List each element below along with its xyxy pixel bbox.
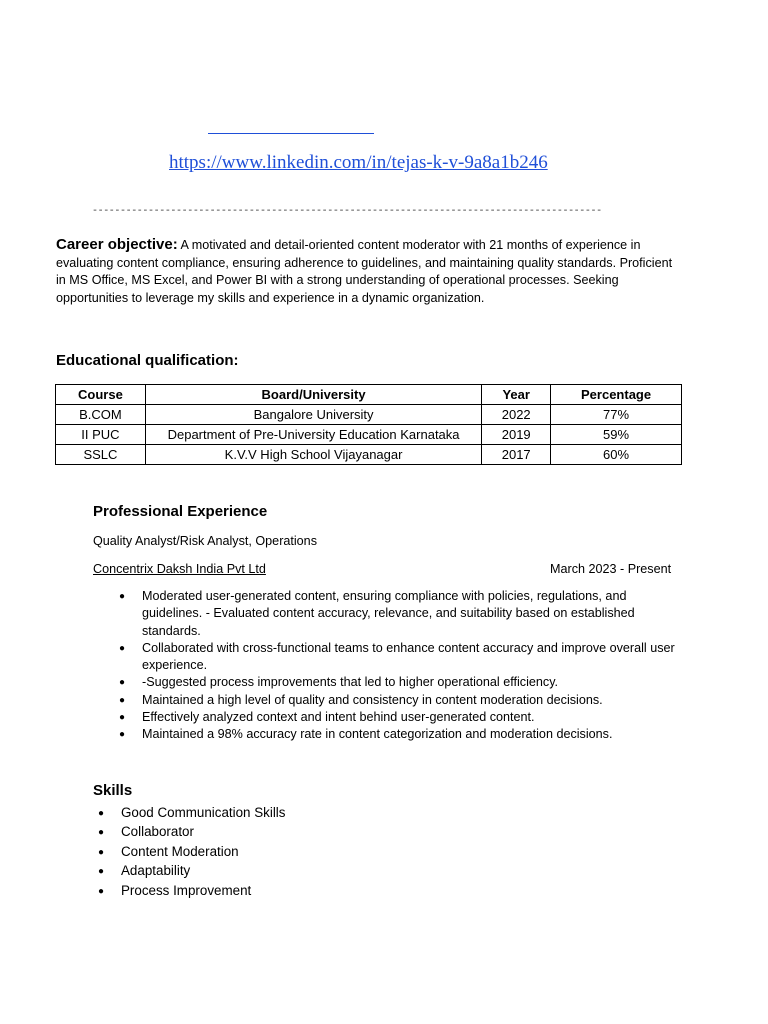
list-item: ● Moderated user-generated content, ensuring compliance with policies, regulations, and guidelines. - Evaluated content accuracy, relevance, and suitability based on established standards.	[93, 588, 683, 640]
section-separator: -------------------------------------------------------------------------------------------	[92, 206, 602, 217]
career-objective	[56, 236, 676, 307]
linkedin-link[interactable]: https://www.linkedin.com/in/tejas-k-v-9a8a1b246	[169, 152, 548, 173]
board-cell: Department of Pre-University Education Karnataka	[145, 425, 481, 445]
career-objective-heading: Career objective:	[56, 236, 178, 253]
company-name: Concentrix Daksh India Pvt Ltd	[93, 562, 266, 576]
list-item: ● Maintained a high level of quality and consistency in content moderation decisions.	[93, 692, 683, 709]
column-header: Year	[482, 385, 551, 405]
list-item: ● Adaptability	[93, 861, 285, 880]
course-cell: B.COM	[56, 405, 146, 425]
skills-heading: Skills	[93, 782, 133, 799]
course-cell: II PUC	[56, 425, 146, 445]
career-objective-text: A motivated and detail-oriented content moderator with 21 months of experience in evaluating content compliance, ensuring adherence to guidelines, and maintaining quality standards. Proficient in MS Office, MS Excel, and Power BI with a strong understanding of operational processes. Seeking opportunities to leverage my skills and experience in a dynamic organization.	[56, 238, 673, 305]
board-cell: K.V.V High School Vijayanagar	[145, 445, 481, 465]
board-cell: Bangalore University	[145, 405, 481, 425]
course-cell: SSLC	[56, 445, 146, 465]
column-header: Board/University	[145, 385, 481, 405]
list-item: ● Collaborator	[93, 822, 285, 841]
list-item: ● Process Improvement	[93, 881, 285, 900]
column-header: Course	[56, 385, 146, 405]
experience-heading: Professional Experience	[93, 503, 268, 520]
table-row	[56, 425, 682, 445]
education-header-row	[56, 385, 682, 405]
experience-bullet-list	[93, 588, 683, 744]
list-item: ● Content Moderation	[93, 842, 285, 861]
header-underline	[208, 133, 374, 134]
employment-dates: March 2023 - Present	[550, 562, 672, 576]
percentage-cell: 60%	[551, 445, 682, 465]
year-cell: 2017	[482, 445, 551, 465]
job-role: Quality Analyst/Risk Analyst, Operations	[93, 534, 317, 548]
percentage-cell: 59%	[551, 425, 682, 445]
skills-list	[93, 803, 285, 900]
year-cell: 2019	[482, 425, 551, 445]
list-item: ● Collaborated with cross-functional teams to enhance content accuracy and improve overall user experience.	[93, 640, 683, 675]
list-item: ● Good Communication Skills	[93, 803, 285, 822]
education-table	[55, 384, 682, 465]
table-row	[56, 445, 682, 465]
list-item: ● Maintained a 98% accuracy rate in content categorization and moderation decisions.	[93, 726, 683, 743]
education-heading: Educational qualification:	[56, 352, 239, 369]
column-header: Percentage	[551, 385, 682, 405]
table-row	[56, 405, 682, 425]
list-item: ● Effectively analyzed context and intent behind user-generated content.	[93, 709, 683, 726]
list-item: ● -Suggested process improvements that led to higher operational efficiency.	[93, 674, 683, 691]
percentage-cell: 77%	[551, 405, 682, 425]
year-cell: 2022	[482, 405, 551, 425]
